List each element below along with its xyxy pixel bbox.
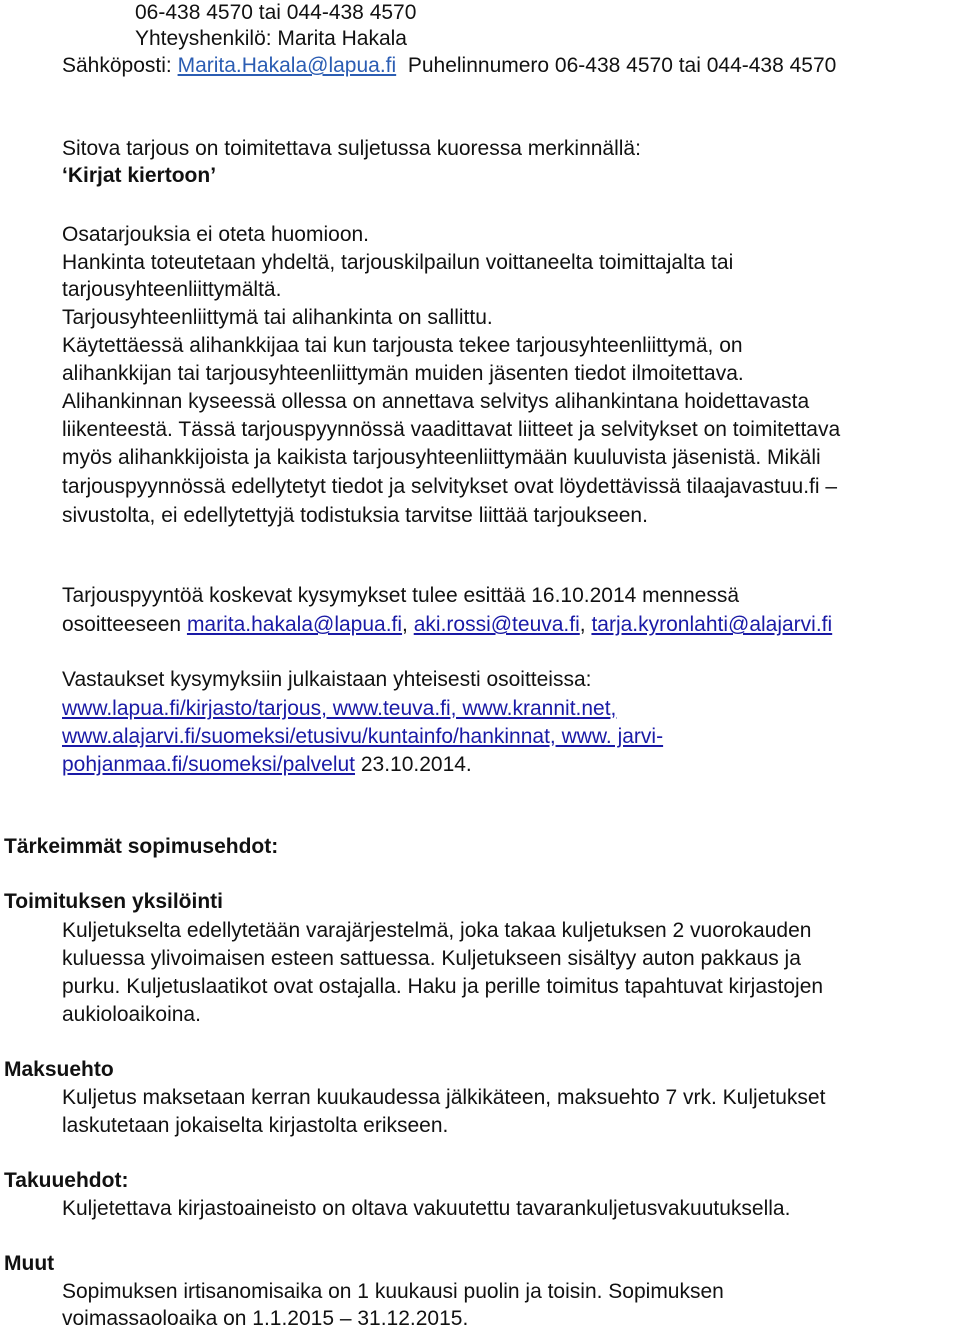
section-line: laskutetaan jokaiselta kirjastolta erikseen. [62,1114,449,1137]
answers-link[interactable]: www.alajarvi.fi/suomeksi/etusivu/kuntainfo/hankinnat, www. jarvi- [62,725,664,748]
email-link-hakala[interactable]: marita.hakala@lapua.fi [186,613,403,636]
questions-prefix: osoitteeseen [62,613,187,636]
rules-line: Hankinta toteutetaan yhdeltä, tarjouskilpailun voittaneelta toimittajalta tai [62,251,734,274]
rules-line: Käytettäessä alihankkijaa tai kun tarjousta tekee tarjousyhteenliittymä, on [62,334,743,357]
questions-deadline: Tarjouspyyntöä koskevat kysymykset tulee esittää 16.10.2014 mennessä [62,584,740,607]
phone-number-text: Puhelinnumero 06-438 4570 tai 044-438 4570 [396,54,837,77]
email-phone-line [62,53,836,79]
section-line: Kuljetukselta edellytetään varajärjestelmä, joka takaa kuljetuksen 2 vuorokauden [62,919,812,942]
offer-instruction: Sitova tarjous on toimitettava suljetussa kuoressa merkinnällä: [62,137,641,160]
contact-person-line: Yhteyshenkilö: Marita Hakala [135,27,407,50]
rules-line: Tarjousyhteenliittymä tai alihankinta on sallittu. [62,306,493,329]
rules-line: tarjouspyynnössä edellytetyt tiedot ja selvitykset ovat löydettävissä tilaajavastuu.fi – [62,475,838,498]
section-title: Toimituksen yksilöinti [4,890,223,913]
separator: , [579,613,592,636]
section-line: aukioloaikoina. [62,1003,201,1026]
section-line: Kuljetus maksetaan kerran kuukaudessa jälkikäteen, maksuehto 7 vrk. Kuljetukset [62,1086,826,1109]
section-title: Muut [4,1252,55,1275]
answers-links-line [62,752,472,778]
rules-line: liikenteestä. Tässä tarjouspyynnössä vaadittavat liitteet ja selvitykset on toimitettava [62,418,841,441]
answers-link[interactable]: pohjanmaa.fi/suomeksi/palvelut [62,753,355,776]
section-line: purku. Kuljetuslaatikot ovat ostajalla. Haku ja perille toimitus tapahtuvat kirjastojen [62,975,824,998]
answers-links-line [62,696,616,722]
questions-addresses [62,612,832,638]
section-title: Takuuehdot: [4,1169,129,1192]
rules-line: alihankkijan tai tarjousyhteenliittymän muiden jäsenten tiedot ilmoitettava. [62,362,744,385]
answers-intro: Vastaukset kysymyksiin julkaistaan yhteisesti osoitteissa: [62,668,592,691]
envelope-label: ‘Kirjat kiertoon’ [62,164,217,187]
phone-line: 06-438 4570 tai 044-438 4570 [135,1,417,24]
answers-links-line [62,724,663,750]
rules-line: sivustolta, ei edellytettyjä todistuksia tarvitse liittää tarjoukseen. [62,504,648,527]
separator: , [402,613,414,636]
answers-date: 23.10.2014. [355,753,472,776]
rules-line: tarjousyhteenliittymältä. [62,278,282,301]
contact-email-link[interactable]: Marita.Hakala@lapua.fi [177,54,397,77]
section-title: Maksuehto [4,1058,114,1081]
section-line: Sopimuksen irtisanomisaika on 1 kuukausi puolin ja toisin. Sopimuksen [62,1280,724,1303]
rules-line: Osatarjouksia ei oteta huomioon. [62,223,370,246]
section-line: kuluessa ylivoimaisen esteen sattuessa. Kuljetukseen sisältyy auton pakkaus ja [62,947,801,970]
rules-line: myös alihankkijoista ja kaikista tarjousyhteenliittymään kuuluvista jäsenistä. Mikäli [62,446,821,469]
email-label: Sähköposti: [62,54,178,77]
rules-line: Alihankinnan kyseessä ollessa on annettava selvitys alihankintana hoidettavasta [62,390,810,413]
section-line: voimassaoloaika on 1.1.2015 – 31.12.2015. [62,1307,469,1330]
email-link-kyronlahti[interactable]: tarja.kyronlahti@alajarvi.fi [591,613,833,636]
section-line: Kuljetettava kirjastoaineisto on oltava vakuutettu tavarankuljetusvakuutuksella. [62,1197,791,1220]
answers-link[interactable]: www.lapua.fi/kirjasto/tarjous, www.teuva.fi, www.krannit.net, [62,697,617,720]
email-link-rossi[interactable]: aki.rossi@teuva.fi [413,613,580,636]
terms-heading: Tärkeimmät sopimusehdot: [4,835,279,858]
